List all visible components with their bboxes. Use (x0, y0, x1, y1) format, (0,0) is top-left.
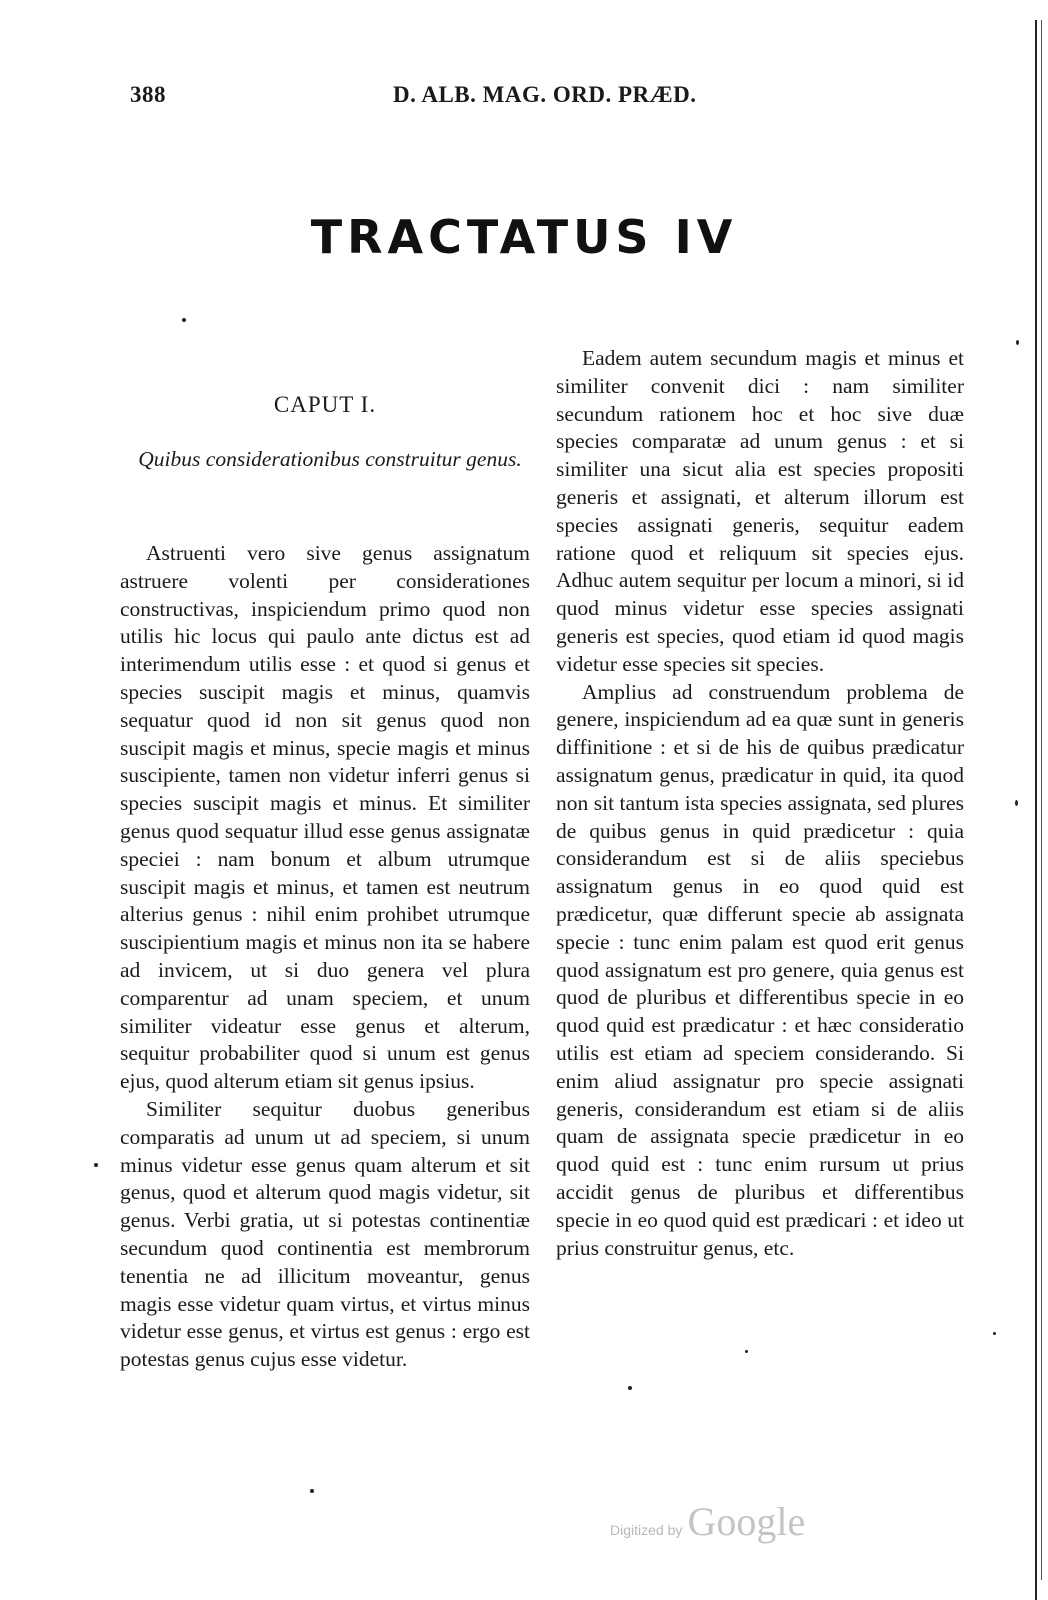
scan-speck (310, 1489, 314, 1493)
paragraph: Eadem autem secundum magis et minus et similiter convenit dici : nam similiter secundum rationem hoc et hoc sive duæ species comparatæ ad unum genus : et si similiter una sicut alia est species propositi generis et assignati, et alterum illorum est species assignati generis, sequitur eadem ratione quod et reliquum sit species ejus. Adhuc autem sequitur per locum a minori, si id quod minus videtur esse species assignati generis est species, quod etiam id quod magis videtur esse species sit species. (556, 346, 964, 676)
left-column (120, 540, 530, 1374)
paragraph: Similiter sequitur duobus generibus comparatis ad unum ut ad speciem, si unum minus videtur esse genus quam alterum et sit genus, quod et alterum quod magis videtur, sit genus. Verbi gratia, ut si potestas continentiæ secundum quod continentia est membrorum tenentia ne ad illicitum moveantur, genus magis esse videtur quam virtus, et virtus minus videtur esse genus, et virtus est genus : ergo est potestas genus cujus esse videtur. (120, 1096, 530, 1372)
page-number: 388 (130, 82, 166, 107)
running-head (130, 82, 750, 112)
tractatus-heading: TRACTATUS IV (310, 210, 738, 264)
running-title: D. ALB. MAG. ORD. PRÆD. (393, 82, 697, 107)
digitized-watermark (610, 1498, 805, 1548)
scan-speck (1016, 340, 1019, 345)
scan-speck (628, 1386, 632, 1390)
scan-speck (182, 318, 186, 322)
chapter-subtitle: Quibus considerationibus construitur genus. (138, 447, 522, 471)
scan-speck (993, 1332, 996, 1335)
watermark-small-text: Digitized by (610, 1522, 683, 1538)
chapter-heading: CAPUT I. (273, 392, 377, 417)
paragraph: Astruenti vero sive genus assignatum astruere volenti per considerationes constructivas, inspiciendum primo quod non utilis hic locus qui paulo ante dictus est ad interimendum utilis esse : et quod si genus et species suscipit magis et minus, quamvis sequatur quod id non sit genus quod non suscipit magis et minus, specie magis et minus suscipiente, tamen non videtur inferri genus si species suscipit magis et minus. Et similiter genus quod sequatur illud esse genus assignatæ speciei : nam bonum et album utrumque suscipit magis et minus, et tamen est neutrum alterius genus : nihil enim prohibet utrumque suscipientium magis et minus non ita se habere ad invicem, ut si duo genera vel plura comparentur ad unam speciem, et unum similiter videatur esse genus et alterum, sequitur probabiliter quod si unum est genus ejus, quod alterum etiam sit genus ipsius. (120, 541, 530, 1094)
right-column (556, 345, 964, 1262)
paragraph: Amplius ad construendum problema de genere, inspiciendum ad ea quæ sunt in generis diffinitione : et si de his de quibus prædicatur assignatum genus, prædicatur in quid, ita quod non sit tantum ista species assignata, sed plures de quibus genus in quid prædicetur : quia considerandum est si de aliis speciebus assignatum genus in eo quod quid est prædicetur, quæ differunt specie ab assignata specie : tunc enim palam est quod erit genus quod assignatum est pro genere, quia genus est quod de pluribus et differentibus specie in eo quod quid est prædicatur : et hæc consideratio utilis est etiam ad speciem considerando. Si enim aliud assignatur pro specie assignati generis, considerandum est etiam si de aliis quam de assignata specie prædicetur in eo quod quid est : tunc enim rursum ut prius accidit genus de pluribus et differentibus specie in eo quod quid est prædicari : et ideo ut prius construitur genus, etc. (556, 679, 964, 1260)
scan-speck (745, 1350, 748, 1353)
google-logo: Google (687, 1499, 806, 1544)
scan-speck (1015, 800, 1018, 806)
scan-speck (94, 1163, 98, 1167)
